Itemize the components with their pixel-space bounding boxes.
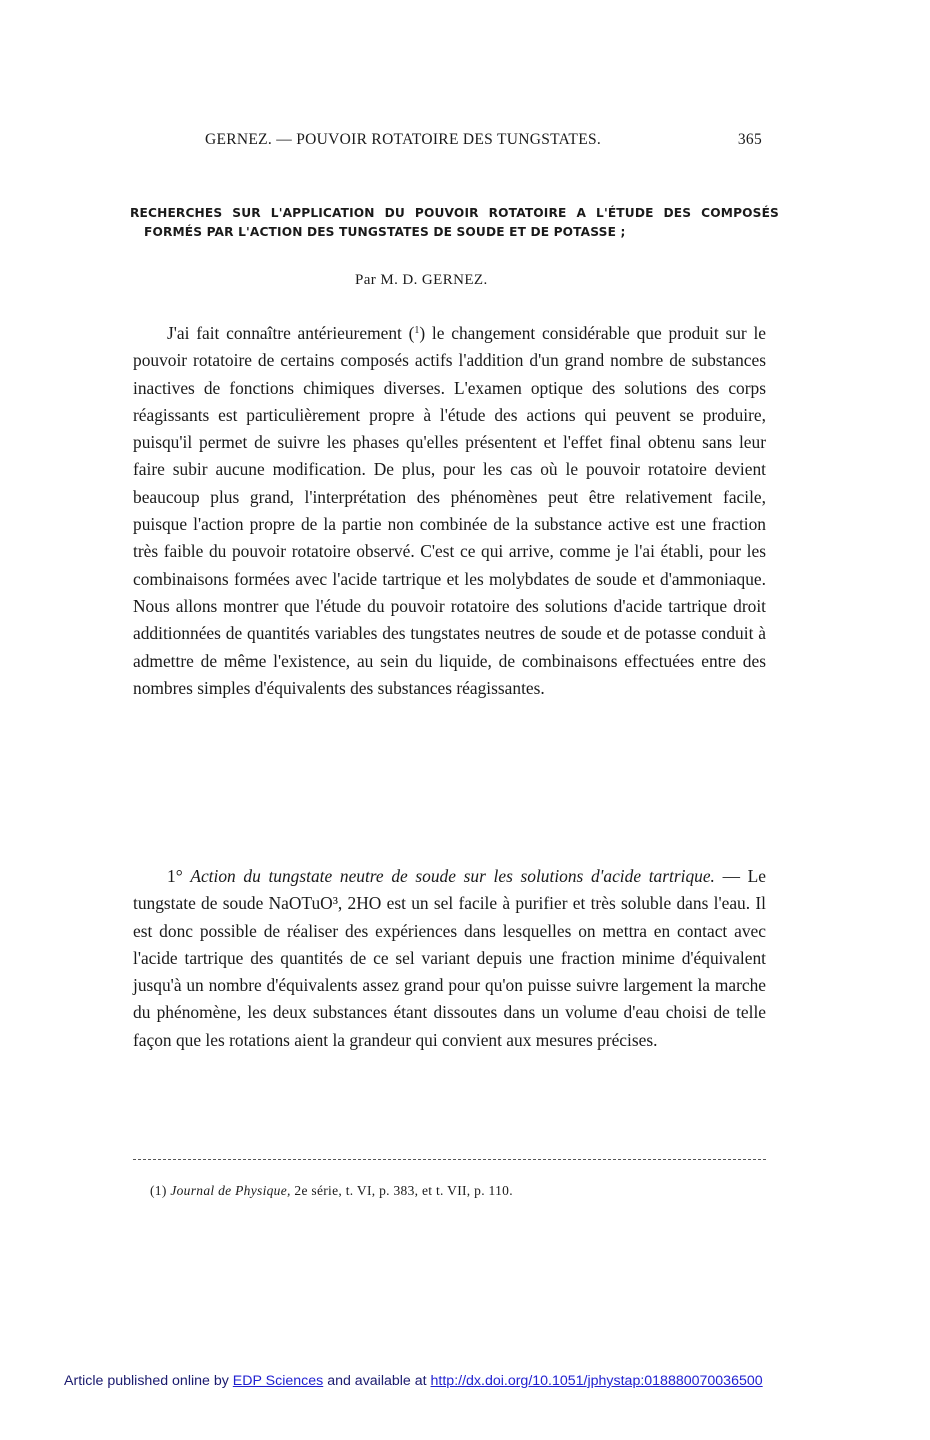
running-head — [205, 131, 762, 149]
running-title: GERNEZ. — POUVOIR ROTATOIRE DES TUNGSTATES. — [205, 131, 602, 148]
article-title: RECHERCHES SUR L'APPLICATION DU POUVOIR ROTATOIRE A L'ÉTUDE DES COMPOSÉS FORMÉS PAR L'ACTION DES TUNGSTATES DE SOUDE ET DE POTASSE ; — [130, 206, 779, 239]
paragraph-intro — [133, 317, 766, 702]
publication-notice — [64, 1373, 763, 1389]
paragraph-intro-start: J'ai fait connaître antérieurement ( — [167, 323, 415, 343]
section-heading: Action du tungstate neutre de soude sur les solutions d'acide tartrique. — [190, 866, 715, 886]
paragraph-intro-rest: ) le changement considérable que produit sur le pouvoir rotatoire de certains composés actifs l'addition d'un grand nombre de substances inactives de fonctions chimiques diverses. L'examen optique des solutions des corps réagissants est particulièrement propre à l'étude des actions qui peuvent se produire, puisqu'il permet de suivre les phases qu'elles présentent et l'effet final obtenu sans leur faire subir aucune modification. De plus, pour les cas où le pouvoir rotatoire devient beaucoup plus grand, l'interprétation des phénomènes peut être relativement facile, puisque l'action propre de la partie non combinée de la substance active est une fraction très faible du pouvoir rotatoire observé. C'est ce qui arrive, comme je l'ai établi, pour les combinaisons formées avec l'acide tartrique et les molybdates de soude et d'ammoniaque. Nous allons montrer que l'étude du pouvoir rotatoire des solutions d'acide tartrique droit additionnées de quantités variables des tungstates neutres de soude et de potasse conduit à admettre de même l'existence, au sein du liquide, de combinaisons effectuées entre des nombres simples d'équivalents des substances réagissantes. — [133, 323, 766, 698]
publication-middle: and available at — [327, 1373, 427, 1389]
page-number: 365 — [737, 131, 762, 148]
footnote-details: 2e série, t. VI, p. 383, et t. VII, p. 110. — [294, 1183, 513, 1198]
footnote-divider — [133, 1159, 766, 1160]
doi-link[interactable]: http://dx.doi.org/10.1051/jphystap:018880070036500 — [430, 1373, 763, 1389]
byline: Par M. D. GERNEZ. — [355, 272, 488, 288]
footnote-reference[interactable]: 1 — [414, 325, 420, 336]
publisher-link[interactable]: EDP Sciences — [232, 1373, 324, 1389]
section-body: — Le tungstate de soude NaOTuO³, 2HO est un sel facile à purifier et très soluble dans l'eau. Il est donc possible de réaliser des expériences dans lesquelles on mettra en contact avec l'acide tartrique des quantités de ce sel variant depuis une fraction minime d'équivalent jusqu'à un nombre d'équivalents assez grand pour qu'on puisse suivre largement la marche du phénomène, les deux substances étant dissoutes dans un volume d'eau choisi de telle façon que les rotations aient la grandeur qui convient aux mesures précises. — [133, 866, 766, 1050]
footnote-marker: (1) — [150, 1183, 167, 1198]
paragraph-section-1 — [133, 863, 766, 1054]
footnote-journal: Journal de Physique, — [170, 1183, 291, 1198]
publication-prefix: Article published online by — [64, 1373, 229, 1389]
section-number: 1° — [167, 866, 183, 886]
footnote — [150, 1183, 513, 1199]
